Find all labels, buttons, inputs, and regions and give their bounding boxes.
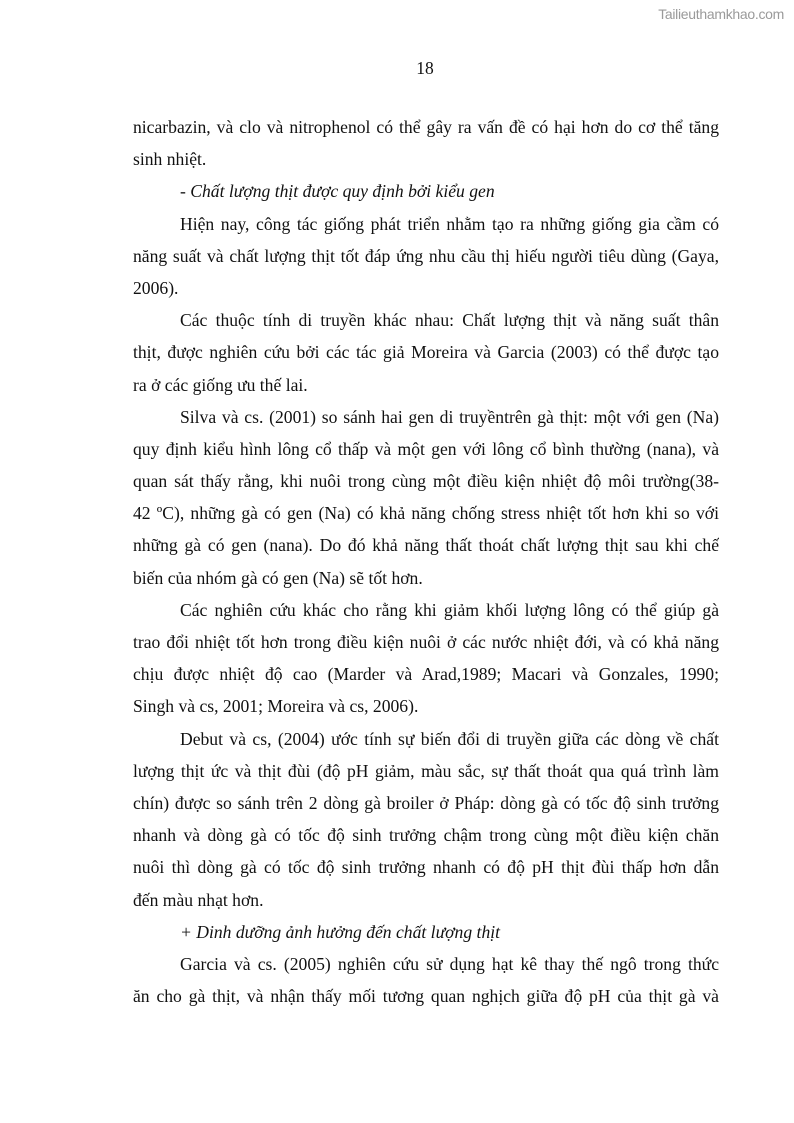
text-line: Các nghiên cứu khác cho rằng khi giảm khối lượng lông có thể giúp gà [180,599,719,620]
text-line: sinh nhiệt. [133,149,207,170]
text-line: 2006). [133,277,179,298]
text-line: trao đổi nhiệt tốt hơn trong điều kiện nuôi ở các nước nhiệt đới, và có khả năng [133,632,719,652]
text-line: 42 ºC), những gà có gen (Na) có khả năng chống stress nhiệt tốt hơn khi so với [133,503,719,524]
text-line: biến của nhóm gà có gen (Na) sẽ tốt hơn. [133,567,423,588]
text-line: chín) được so sánh trên 2 dòng gà broiler ở Pháp: dòng gà có tốc độ sinh trưởng [133,792,719,813]
section-heading: + Dinh dưỡng ảnh hưởng đến chất lượng thịt [180,921,501,942]
text-line: Hiện nay, công tác giống phát triển nhằm tạo ra những giống gia cầm có [180,213,719,234]
text-line: đến màu nhạt hơn. [133,889,264,910]
text-line: Silva và cs. (2001) so sánh hai gen di truyềntrên gà thịt: một với gen (Na) [180,406,719,427]
text-line: những gà có gen (nana). Do đó khả năng thất thoát chất lượng thịt sau khi chế [133,535,719,556]
text-line: năng suất và chất lượng thịt tốt đáp ứng nhu cầu thị hiếu người tiêu dùng (Gaya, [133,245,719,266]
text-line: quy định kiểu hình lông cổ thấp và một gen với lông cổ bình thường (nana), và [133,438,719,459]
text-line: Debut và cs, (2004) ước tính sự biến đổi di truyền giữa các dòng về chất [180,728,719,749]
text-line: chịu được nhiệt độ cao (Marder và Arad,1989; Macari và Gonzales, 1990; [133,664,719,685]
text-line: quan sát thấy rằng, khi nuôi trong cùng một điều kiện nhiệt độ môi trường(38- [133,471,719,492]
text-line: Các thuộc tính di truyền khác nhau: Chất lượng thịt và năng suất thân [180,310,719,331]
document-body [133,111,719,1012]
page-number: 18 [416,58,434,78]
text-line: nhanh và dòng gà có tốc độ sinh trưởng chậm trong cùng một điều kiện chăn [133,825,719,846]
watermark: Tailieuthamkhao.com [658,6,784,22]
text-line: nuôi thì dòng gà có tốc độ sinh trưởng nhanh có độ pH thịt đùi thấp hơn dẫn [133,857,719,878]
text-line: Garcia và cs. (2005) nghiên cứu sử dụng hạt kê thay thế ngô trong thức [180,953,719,974]
text-line: lượng thịt ức và thịt đùi (độ pH giảm, màu sắc, sự thất thoát qua quá trình làm [133,760,719,781]
section-heading: - Chất lượng thịt được quy định bởi kiểu gen [180,181,495,202]
text-line: ăn cho gà thịt, và nhận thấy mối tương quan nghịch giữa độ pH của thịt gà và [133,986,719,1007]
text-line: thịt, được nghiên cứu bởi các tác giả Moreira và Garcia (2003) có thể được tạo [133,342,719,363]
text-line: Singh và cs, 2001; Moreira và cs, 2006). [133,696,419,717]
text-line: ra ở các giống ưu thế lai. [133,374,308,395]
text-line: nicarbazin, và clo và nitrophenol có thể gây ra vấn đề có hại hơn do cơ thể tăng [133,117,719,137]
